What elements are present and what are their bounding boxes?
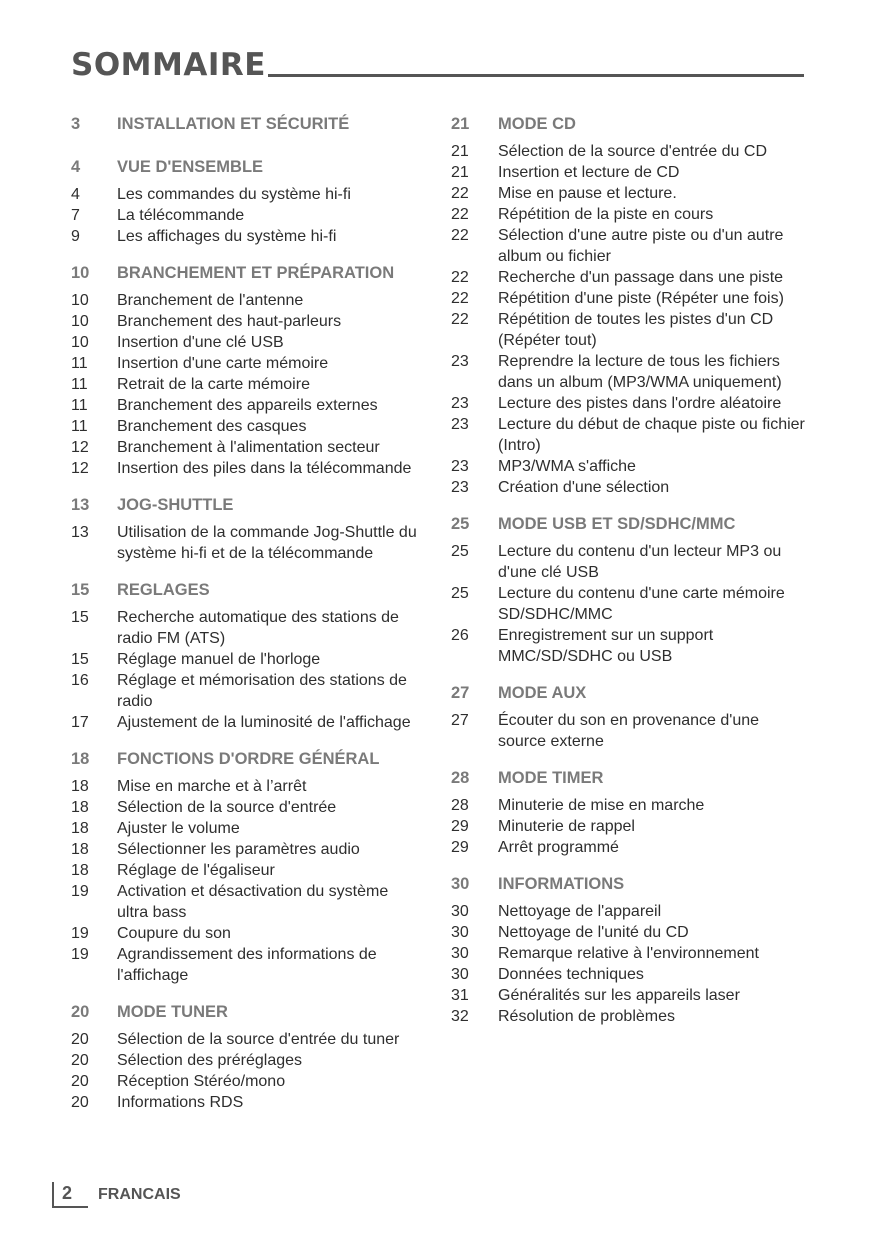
entry-title: Répétition de toutes les pistes d'un CD (Répéter tout): [498, 311, 774, 349]
entry-page-number: 23: [451, 353, 469, 370]
toc-section: [71, 263, 423, 479]
entry-title: Insertion des piles dans la télécommande: [117, 460, 412, 477]
section-title: MODE USB ET SD/SDHC/MMC: [498, 515, 736, 533]
entry-title: Recherche automatique des stations de radio FM (ATS): [117, 609, 399, 647]
toc-entry[interactable]: [71, 290, 423, 311]
section-heading[interactable]: [451, 514, 811, 541]
toc-entry[interactable]: [71, 923, 423, 944]
toc-entry[interactable]: [71, 670, 423, 712]
entry-title: Utilisation de la commande Jog-Shuttle du système hi-fi et de la télécommande: [117, 524, 417, 562]
entry-title: Sélectionner les paramètres audio: [117, 841, 360, 858]
section-title: VUE D'ENSEMBLE: [117, 158, 264, 176]
toc-entry[interactable]: [71, 1071, 423, 1092]
toc-section: [71, 580, 423, 733]
entry-page-number: 18: [71, 778, 89, 795]
entry-title: Nettoyage de l'appareil: [498, 903, 662, 920]
toc-section: [451, 768, 811, 858]
entry-page-number: 16: [71, 672, 89, 689]
section-title: INSTALLATION ET SÉCURITÉ: [117, 115, 350, 133]
toc-entry[interactable]: [71, 437, 423, 458]
toc-entry[interactable]: [451, 456, 811, 477]
toc-entry[interactable]: [451, 309, 811, 351]
entry-page-number: 19: [71, 946, 89, 963]
toc-entry[interactable]: [71, 818, 423, 839]
entry-page-number: 13: [71, 524, 89, 541]
entry-page-number: 23: [451, 416, 469, 433]
section-page-number: 30: [451, 875, 470, 893]
section-page-number: 20: [71, 1003, 90, 1021]
entry-title: Répétition d'une piste (Répéter une fois): [498, 290, 784, 307]
toc-entry[interactable]: [451, 922, 811, 943]
entry-page-number: 11: [71, 355, 88, 372]
toc-entry[interactable]: [451, 541, 811, 583]
entry-title: Sélection d'une autre piste ou d'un autre album ou fichier: [498, 227, 784, 265]
entry-page-number: 20: [71, 1073, 89, 1090]
footer-language: FRANCAIS: [98, 1186, 181, 1203]
title-rule: [268, 74, 804, 77]
toc-entry[interactable]: [451, 204, 811, 225]
entry-title: Coupure du son: [117, 925, 231, 942]
entry-page-number: 25: [451, 543, 469, 560]
section-title: BRANCHEMENT ET PRÉPARATION: [117, 264, 395, 282]
entry-title: Nettoyage de l'unité du CD: [498, 924, 689, 941]
entry-title: Sélection des préréglages: [117, 1052, 303, 1069]
toc-entry[interactable]: [71, 839, 423, 860]
entry-title: Agrandissement des informations de l'affichage: [117, 946, 377, 984]
entry-page-number: 32: [451, 1008, 469, 1025]
entry-page-number: 22: [451, 206, 469, 223]
entry-title: Ajuster le volume: [117, 820, 240, 837]
toc-entry[interactable]: [451, 943, 811, 964]
toc-entry[interactable]: [71, 1092, 423, 1113]
entry-page-number: 10: [71, 292, 89, 309]
toc-section: [451, 874, 811, 1027]
entry-page-number: 11: [71, 418, 88, 435]
section-page-number: 27: [451, 684, 470, 702]
entry-title: Les commandes du système hi-fi: [117, 186, 351, 203]
section-heading[interactable]: [451, 768, 811, 795]
toc-entry[interactable]: [451, 901, 811, 922]
section-title: MODE AUX: [498, 684, 587, 702]
entry-page-number: 18: [71, 799, 89, 816]
section-page-number: 3: [71, 115, 81, 133]
toc-entry[interactable]: [451, 795, 811, 816]
entry-title: Réglage manuel de l'horloge: [117, 651, 321, 668]
entry-page-number: 31: [451, 987, 469, 1004]
entry-title: Ajustement de la luminosité de l'affichage: [117, 714, 411, 731]
section-heading[interactable]: [451, 114, 811, 141]
entry-page-number: 27: [451, 712, 469, 729]
section-heading[interactable]: [71, 1002, 423, 1029]
toc-entry[interactable]: [71, 353, 423, 374]
toc-section: [71, 1002, 423, 1113]
toc-entry[interactable]: [451, 837, 811, 858]
toc-entry[interactable]: [71, 944, 423, 986]
entry-title: Les affichages du système hi-fi: [117, 228, 337, 245]
entry-title: Insertion et lecture de CD: [498, 164, 680, 181]
entry-page-number: 22: [451, 311, 469, 328]
entry-page-number: 17: [71, 714, 89, 731]
entry-page-number: 10: [71, 313, 89, 330]
entry-title: Lecture du début de chaque piste ou fichier (Intro): [498, 416, 805, 454]
entry-title: MP3/WMA s'affiche: [498, 458, 636, 475]
section-title: REGLAGES: [117, 581, 210, 599]
section-page-number: 25: [451, 515, 470, 533]
toc-entry[interactable]: [71, 1029, 423, 1050]
entry-page-number: 19: [71, 883, 89, 900]
entry-title: Branchement à l'alimentation secteur: [117, 439, 380, 456]
toc-entry[interactable]: [71, 860, 423, 881]
entry-title: Reprendre la lecture de tous les fichiers dans un album (MP3/WMA uniquement): [498, 353, 782, 391]
entry-page-number: 20: [71, 1094, 89, 1111]
toc-entry[interactable]: [71, 332, 423, 353]
entry-page-number: 4: [71, 186, 80, 203]
entry-title: Réglage de l'égaliseur: [117, 862, 275, 879]
entry-title: Données techniques: [498, 966, 644, 983]
toc-entry[interactable]: [71, 607, 423, 649]
toc-entry[interactable]: [451, 288, 811, 309]
toc-entry[interactable]: [451, 964, 811, 985]
entry-title: Informations RDS: [117, 1094, 244, 1111]
entry-title: Insertion d'une clé USB: [117, 334, 284, 351]
entry-page-number: 7: [71, 207, 80, 224]
entry-page-number: 12: [71, 439, 89, 456]
entry-title: Écouter du son en provenance d'une source externe: [498, 712, 760, 750]
section-page-number: 10: [71, 264, 90, 282]
section-heading[interactable]: [71, 495, 423, 522]
toc-section: [71, 114, 423, 141]
section-heading[interactable]: [71, 580, 423, 607]
entry-page-number: 22: [451, 185, 469, 202]
toc-entry[interactable]: [71, 797, 423, 818]
entry-title: Sélection de la source d'entrée: [117, 799, 337, 816]
toc-entry[interactable]: [451, 162, 811, 183]
section-page-number: 13: [71, 496, 90, 514]
section-page-number: 4: [71, 158, 81, 176]
toc-entry[interactable]: [451, 1006, 811, 1027]
entry-title: Branchement des haut-parleurs: [117, 313, 342, 330]
toc-entry[interactable]: [451, 710, 811, 752]
entry-title: Branchement des appareils externes: [117, 397, 378, 414]
toc-entry[interactable]: [71, 184, 423, 205]
toc-entry[interactable]: [451, 267, 811, 288]
entry-page-number: 30: [451, 945, 469, 962]
section-heading[interactable]: [71, 749, 423, 776]
section-page-number: 21: [451, 115, 470, 133]
section-heading[interactable]: [71, 157, 423, 184]
entry-page-number: 11: [71, 397, 88, 414]
toc-section: [451, 514, 811, 667]
toc-entry[interactable]: [71, 522, 423, 564]
section-heading[interactable]: [71, 114, 423, 141]
toc-section: [451, 114, 811, 498]
entry-title: Mise en pause et lecture.: [498, 185, 677, 202]
toc-entry[interactable]: [71, 712, 423, 733]
entry-page-number: 28: [451, 797, 469, 814]
toc-entry[interactable]: [451, 141, 811, 162]
toc-entry[interactable]: [71, 311, 423, 332]
toc-entry[interactable]: [451, 351, 811, 393]
entry-page-number: 18: [71, 820, 89, 837]
section-title: FONCTIONS D'ORDRE GÉNÉRAL: [117, 750, 380, 768]
entry-page-number: 15: [71, 651, 89, 668]
toc-entry[interactable]: [451, 985, 811, 1006]
entry-page-number: 11: [71, 376, 88, 393]
entry-page-number: 22: [451, 227, 469, 244]
entry-title: Lecture du contenu d'une carte mémoire SD/SDHC/MMC: [498, 585, 785, 623]
toc-section: [71, 749, 423, 986]
entry-page-number: 23: [451, 479, 469, 496]
entry-title: Insertion d'une carte mémoire: [117, 355, 329, 372]
entry-title: Branchement des casques: [117, 418, 307, 435]
page-title: SOMMAIRE: [71, 47, 266, 83]
entry-page-number: 10: [71, 334, 89, 351]
section-title: JOG-SHUTTLE: [117, 496, 234, 514]
toc-entry[interactable]: [71, 374, 423, 395]
entry-page-number: 21: [451, 143, 469, 160]
toc-entry[interactable]: [71, 458, 423, 479]
entry-title: Activation et désactivation du système ultra bass: [117, 883, 389, 921]
entry-title: Minuterie de mise en marche: [498, 797, 705, 814]
toc-entry[interactable]: [451, 583, 811, 625]
entry-title: Sélection de la source d'entrée du CD: [498, 143, 767, 160]
toc-left-column: [71, 114, 423, 1129]
entry-page-number: 15: [71, 609, 89, 626]
toc-entry[interactable]: [71, 881, 423, 923]
entry-title: La télécommande: [117, 207, 245, 224]
entry-page-number: 23: [451, 458, 469, 475]
entry-page-number: 18: [71, 862, 89, 879]
toc-entry[interactable]: [71, 395, 423, 416]
toc-entry[interactable]: [71, 226, 423, 247]
entry-title: Lecture des pistes dans l'ordre aléatoire: [498, 395, 782, 412]
entry-title: Remarque relative à l'environnement: [498, 945, 759, 962]
section-title: MODE TUNER: [117, 1003, 228, 1021]
section-page-number: 18: [71, 750, 90, 768]
entry-title: Sélection de la source d'entrée du tuner: [117, 1031, 400, 1048]
entry-title: Réception Stéréo/mono: [117, 1073, 286, 1090]
toc-entry[interactable]: [71, 416, 423, 437]
entry-title: Création d'une sélection: [498, 479, 670, 496]
entry-title: Résolution de problèmes: [498, 1008, 675, 1025]
entry-page-number: 26: [451, 627, 469, 644]
section-page-number: 28: [451, 769, 470, 787]
entry-title: Généralités sur les appareils laser: [498, 987, 740, 1004]
toc-section: [71, 157, 423, 247]
entry-page-number: 23: [451, 395, 469, 412]
toc-section: [451, 683, 811, 752]
section-title: INFORMATIONS: [498, 875, 625, 893]
section-title: MODE CD: [498, 115, 576, 133]
section-heading[interactable]: [451, 874, 811, 901]
page-header: [71, 40, 804, 82]
entry-page-number: 29: [451, 818, 469, 835]
toc-entry[interactable]: [71, 649, 423, 670]
entry-title: Mise en marche et à l’arrêt: [117, 778, 307, 795]
toc-right-column: [451, 114, 811, 1043]
toc-entry[interactable]: [451, 393, 811, 414]
section-heading[interactable]: [451, 683, 811, 710]
toc-entry[interactable]: [71, 1050, 423, 1071]
entry-page-number: 19: [71, 925, 89, 942]
entry-title: Enregistrement sur un support MMC/SD/SDHC ou USB: [498, 627, 714, 665]
toc-entry[interactable]: [451, 183, 811, 204]
entry-title: Lecture du contenu d'un lecteur MP3 ou d'une clé USB: [498, 543, 782, 581]
section-page-number: 15: [71, 581, 90, 599]
entry-page-number: 21: [451, 164, 469, 181]
toc-entry[interactable]: [451, 816, 811, 837]
entry-page-number: 9: [71, 228, 80, 245]
entry-title: Recherche d'un passage dans une piste: [498, 269, 784, 286]
toc-section: [71, 495, 423, 564]
entry-page-number: 18: [71, 841, 89, 858]
toc-entry[interactable]: [451, 477, 811, 498]
entry-title: Réglage et mémorisation des stations de radio: [117, 672, 407, 710]
page-footer: [52, 1178, 181, 1208]
toc-entry[interactable]: [451, 625, 811, 667]
toc-entry[interactable]: [71, 205, 423, 226]
entry-page-number: 22: [451, 290, 469, 307]
section-heading[interactable]: [71, 263, 423, 290]
entry-page-number: 20: [71, 1052, 89, 1069]
toc-entry[interactable]: [451, 414, 811, 456]
entry-title: Répétition de la piste en cours: [498, 206, 714, 223]
entry-page-number: 22: [451, 269, 469, 286]
entry-page-number: 30: [451, 924, 469, 941]
page-number: 2: [52, 1182, 88, 1208]
toc-entry[interactable]: [451, 225, 811, 267]
entry-page-number: 30: [451, 903, 469, 920]
entry-title: Retrait de la carte mémoire: [117, 376, 310, 393]
entry-page-number: 20: [71, 1031, 89, 1048]
entry-page-number: 29: [451, 839, 469, 856]
entry-page-number: 30: [451, 966, 469, 983]
entry-page-number: 25: [451, 585, 469, 602]
entry-title: Branchement de l'antenne: [117, 292, 304, 309]
toc-entry[interactable]: [71, 776, 423, 797]
entry-title: Minuterie de rappel: [498, 818, 635, 835]
section-title: MODE TIMER: [498, 769, 604, 787]
entry-page-number: 12: [71, 460, 89, 477]
entry-title: Arrêt programmé: [498, 839, 619, 856]
